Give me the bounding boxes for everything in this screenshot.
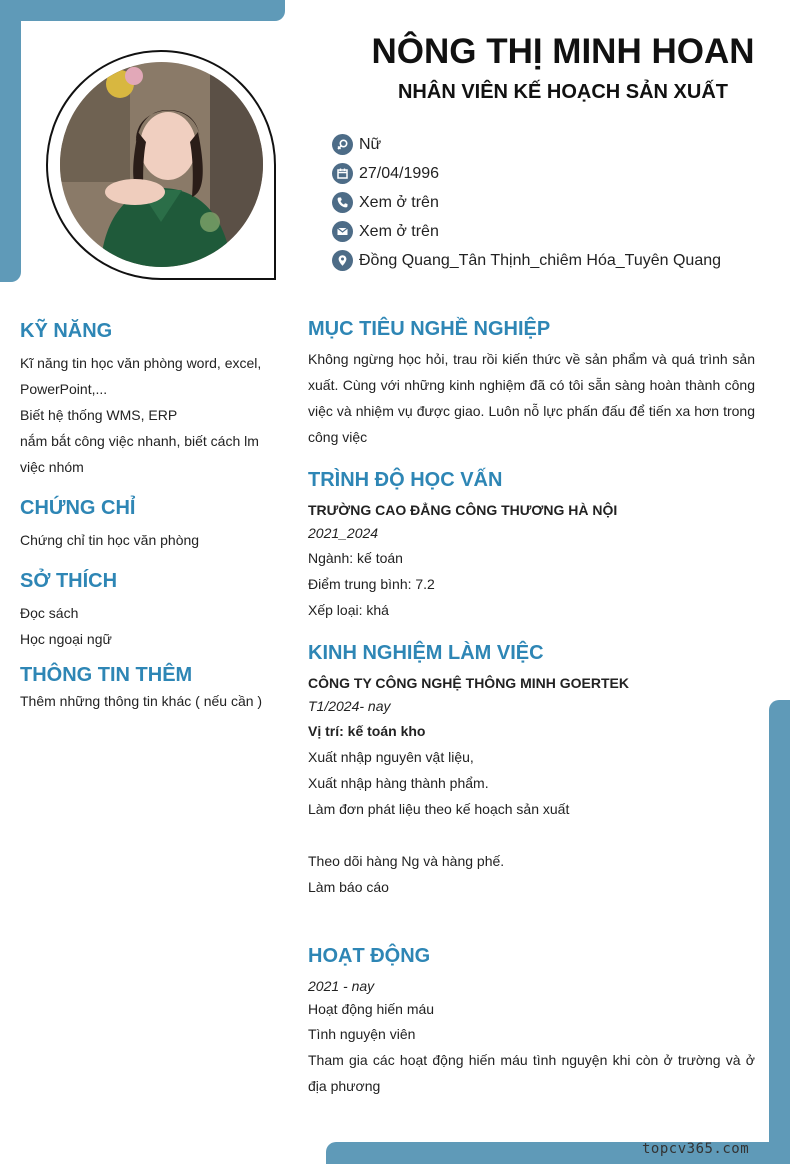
certificate-item: Chứng chỉ tin học văn phòng [20, 532, 200, 548]
activity-detail: Tham gia các hoạt động hiến máu tình nguyện khi còn ở trường và ở địa phương [308, 1052, 755, 1094]
hobby-item: Đọc sách [20, 605, 79, 621]
extra-info-heading: THÔNG TIN THÊM [20, 664, 193, 686]
hobbies-heading: SỞ THÍCH [20, 570, 118, 592]
contact-address [332, 246, 721, 275]
watermark: topcv365.com [642, 1141, 750, 1157]
education-line: Ngành: kế toán [308, 550, 403, 566]
activity-item: Tình nguyện viên [308, 1026, 416, 1042]
contact-birthday-text: 27/04/1996 [359, 164, 440, 182]
education-line: Điểm trung bình: 7.2 [308, 576, 435, 592]
education-heading: TRÌNH ĐỘ HỌC VẤN [308, 469, 503, 491]
experience-line: Xuất nhập hàng thành phẩm. [308, 775, 489, 791]
experience-line: Làm báo cáo [308, 879, 389, 895]
objective-text: Không ngừng học hỏi, trau rồi kiến thức về sản phẩm và quá trình sản xuất. Cùng với những kinh nghiệm đã có tôi sẵn sàng hoàn thành công việc và nhiệm vụ được giao. Luôn nỗ lực phấn đấu để tiến xa hơn trong công việc [308, 351, 755, 445]
hobby-item: Học ngoại ngữ [20, 631, 112, 647]
candidate-name: NÔNG THỊ MINH HOAN [371, 32, 755, 71]
right-accent-bar [769, 700, 790, 1164]
top-accent-bar [0, 0, 285, 21]
experience-line: Xuất nhập nguyên vật liệu, [308, 749, 474, 765]
skills-item: Biết hệ thống WMS, ERP [20, 407, 178, 423]
skills-item: Kĩ năng tin học văn phòng word, excel, PowerPoint,... [20, 355, 262, 397]
experience-line: Làm đơn phát liệu theo kế hoạch sản xuất [308, 801, 570, 817]
contact-gender-text: Nữ [359, 135, 382, 153]
contact-phone [332, 188, 721, 217]
contact-gender [332, 130, 721, 159]
skills-heading: KỸ NĂNG [20, 320, 113, 342]
education-school: TRƯỜNG CAO ĐẲNG CÔNG THƯƠNG HÀ NỘI [308, 502, 618, 518]
contact-phone-text: Xem ở trên [359, 193, 439, 211]
left-accent-bar [0, 0, 21, 282]
job-title: NHÂN VIÊN KẾ HOẠCH SẢN XUẤT [397, 81, 729, 103]
education-period: 2021_2024 [308, 525, 379, 541]
certificates-heading: CHỨNG CHỈ [20, 497, 136, 519]
profile-photo [60, 62, 263, 267]
contact-email [332, 217, 721, 246]
contact-birthday [332, 159, 721, 188]
gender-icon [332, 134, 353, 155]
location-icon [332, 250, 353, 271]
contact-address-text: Đồng Quang_Tân Thịnh_chiêm Hóa_Tuyên Quang [359, 251, 722, 269]
calendar-icon [332, 163, 353, 184]
phone-icon [332, 192, 353, 213]
extra-info-item: Thêm những thông tin khác ( nếu cần ) [20, 693, 263, 709]
activities-heading: HOẠT ĐỘNG [308, 945, 431, 967]
experience-line: Theo dõi hàng Ng và hàng phế. [308, 853, 505, 869]
contact-info [332, 130, 721, 275]
email-icon [332, 221, 353, 242]
experience-period: T1/2024- nay [308, 698, 391, 714]
objective-heading: MỤC TIÊU NGHỀ NGHIỆP [308, 318, 551, 340]
experience-position: Vị trí: kế toán kho [308, 723, 426, 739]
activities-period: 2021 - nay [308, 978, 375, 994]
activity-item: Hoạt động hiến máu [308, 1001, 435, 1017]
education-line: Xếp loại: khá [308, 602, 389, 618]
skills-item: nắm bắt công việc nhanh, biết cách lm việc nhóm [20, 433, 259, 475]
experience-company: CÔNG TY CÔNG NGHỆ THÔNG MINH GOERTEK [308, 675, 629, 691]
experience-heading: KINH NGHIỆM LÀM VIỆC [308, 642, 544, 664]
contact-email-text: Xem ở trên [359, 222, 439, 240]
